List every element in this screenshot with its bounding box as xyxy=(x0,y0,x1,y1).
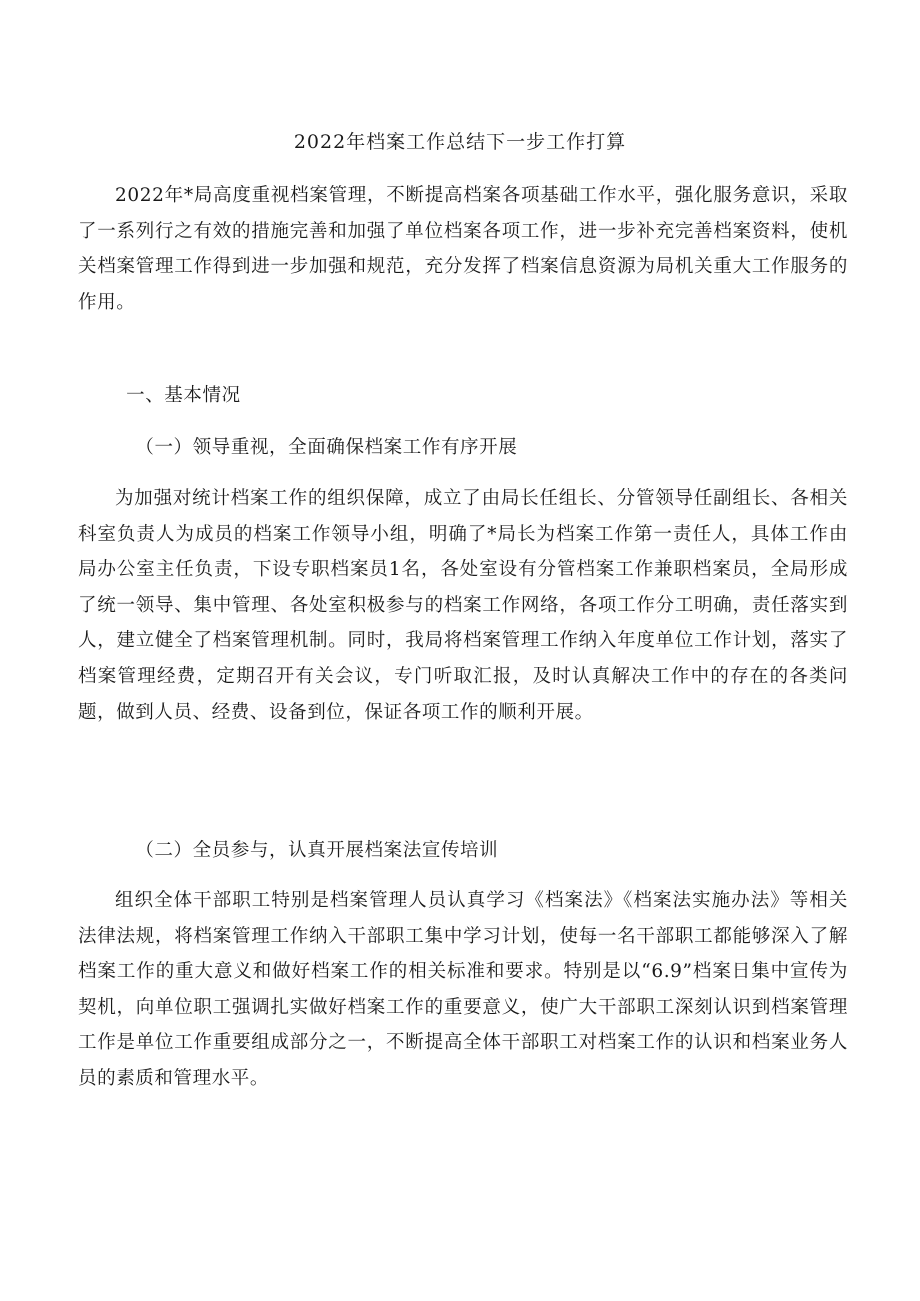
subsection-paragraph-training: 组织全体干部职工特别是档案管理人员认真学习《档案法》《档案法实施办法》等相关法律法规，将档案管理工作纳入干部职工集中学习计划，使每一名干部职工都能够深入了解档案工作的重大意义和做好档案工作的相关标准和要求。特别是以“6.9”档案日集中宣传为契机，向单位职工强调扎实做好档案工作的重要意义，使广大干部职工深刻认识到档案管理工作是单位工作重要组成部分之一，不断提高全体干部职工对档案工作的认识和档案业务人员的素质和管理水平。 xyxy=(78,890,848,1089)
section-heading-basic-situation: 一、基本情况 xyxy=(126,385,241,406)
document-title: 2022年档案工作总结下一步工作打算 xyxy=(293,131,627,153)
subsection-paragraph-leadership: 为加强对统计档案工作的组织保障，成立了由局长任组长、分管领导任副组长、各相关科室负责人为成员的档案工作领导小组，明确了*局长为档案工作第一责任人，具体工作由局办公室主任负责，下设专职档案员1名，各处室设有分管档案工作兼职档案员，全局形成了统一领导、集中管理、各处室积极参与的档案工作网络，各项工作分工明确，责任落实到人，建立健全了档案管理机制。同时，我局将档案管理工作纳入年度单位工作计划，落实了档案管理经费，定期召开有关会议，专门听取汇报，及时认真解决工作中的存在的各类问题，做到人员、经费、设备到位，保证各项工作的顺利开展。 xyxy=(78,488,848,723)
intro-paragraph: 2022年*局高度重视档案管理，不断提高档案各项基础工作水平，强化服务意识，采取了一系列行之有效的措施完善和加强了单位档案各项工作，进一步补充完善档案资料，使机关档案管理工作得到进一步加强和规范，充分发挥了档案信息资源为局机关重大工作服务的作用。 xyxy=(78,185,848,313)
subsection-heading-training: （二）全员参与，认真开展档案法宣传培训 xyxy=(135,840,499,861)
subsection-heading-leadership: （一）领导重视，全面确保档案工作有序开展 xyxy=(135,437,518,458)
